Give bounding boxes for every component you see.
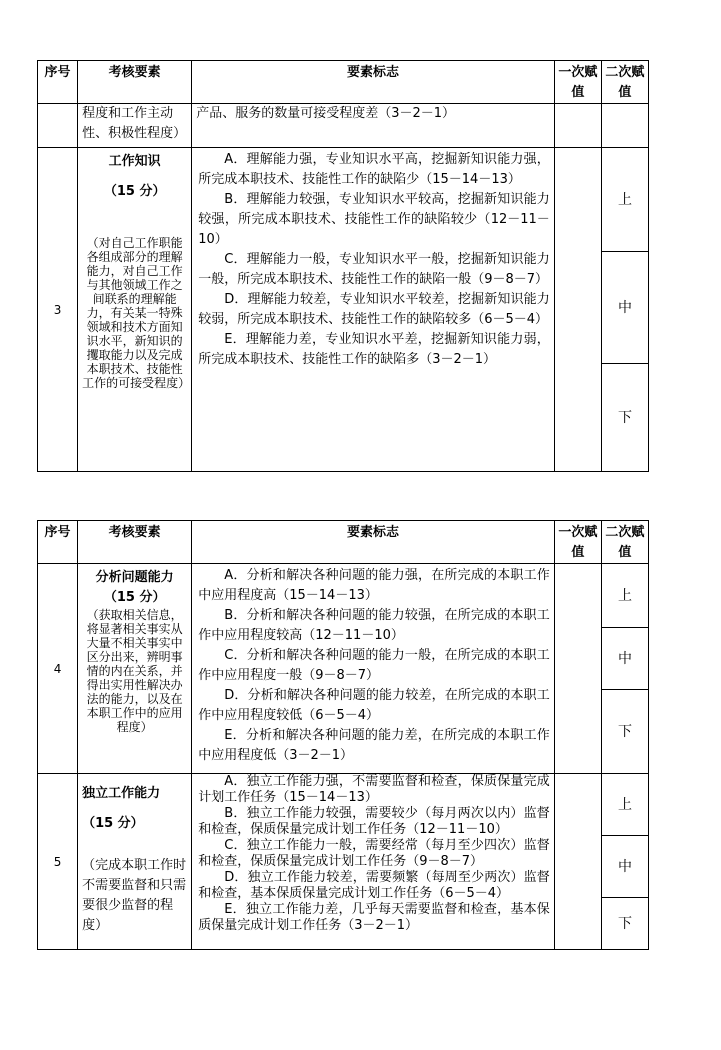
row4-item-a: A．分析和解决各种问题的能力强，在所完成的本职工作中应用程度高（15－14－13） <box>198 568 550 603</box>
row4-item-e: E．分析和解决各种问题的能力差，在所完成的本职工作中应用程度低（3－2－1） <box>198 728 550 763</box>
row4-seq: 4 <box>38 564 78 774</box>
cont-first-value <box>554 104 601 148</box>
header-seq: 序号 <box>38 61 78 104</box>
header-element-2: 考核要素 <box>78 521 192 564</box>
row5-desc: （完成本职工作时不需要监督和只需要很少监督的程度） <box>82 858 187 933</box>
row4-score: （15 分） <box>103 590 166 605</box>
row5-first-value <box>554 774 601 950</box>
row3-grade-lower: 下 <box>601 364 648 472</box>
row4-grade-middle: 中 <box>601 628 648 690</box>
row4-grade-lower: 下 <box>601 690 648 774</box>
header-second-value-2: 二次赋值 <box>601 521 648 564</box>
appraisal-table-2 <box>37 520 649 950</box>
row4-item-d: D．分析和解决各种问题的能力较差，在所完成的本职工作中应用程度较低（6－5－4） <box>198 688 550 723</box>
cont-mark: 产品、服务的数量可接受程度差（3－2－1） <box>192 104 555 148</box>
row4-title: 分析问题能力 <box>95 570 174 585</box>
cont-second-value <box>601 104 648 148</box>
row3-seq: 3 <box>38 148 78 472</box>
header-element: 考核要素 <box>78 61 192 104</box>
row3-item-c: C．理解能力一般，专业知识水平一般，挖掘新知识能力一般，所完成本职技术、技能性工作的缺陷一般（9－8－7） <box>198 252 550 287</box>
cont-seq <box>38 104 78 148</box>
row3-item-d: D．理解能力较差，专业知识水平较差，挖掘新知识能力较弱，所完成本职技术、技能性工作的缺陷较多（6－5－4） <box>198 292 550 327</box>
row4-desc: （获取相关信息，将显著相关事实从大量不相关事实中区分出来，辨明事情的内在关系，并得出实用性解决办法的能力，以及在本职工作中的应用程度） <box>86 608 183 734</box>
row3-score: （15 分） <box>103 184 166 199</box>
row3-element <box>78 148 192 472</box>
row5-title: 独立工作能力 <box>82 786 161 801</box>
row5-score: （15 分） <box>82 816 144 831</box>
header-first-value-2: 一次赋值 <box>554 521 601 564</box>
row5-marks <box>192 774 555 950</box>
cont-element: 程度和工作主动性、积极性程度） <box>78 104 192 148</box>
row4-item-c: C．分析和解决各种问题的能力一般，在所完成的本职工作中应用程度一般（9－8－7） <box>198 648 550 683</box>
appraisal-table-1 <box>37 60 649 472</box>
row5-item-e: E．独立工作能力差，几乎每天需要监督和检查，基本保质保量完成计划工作任务（3－2－1） <box>198 902 550 933</box>
row3-item-e: E．理解能力差，专业知识水平差，挖掘新知识能力弱，所完成本职技术、技能性工作的缺陷多（3－2－1） <box>198 332 550 367</box>
header-marks-2: 要素标志 <box>192 521 555 564</box>
row3-item-b: B．理解能力较强，专业知识水平较高，挖掘新知识能力较强，所完成本职技术、技能性工作的缺陷较少（12－11－10） <box>198 192 550 247</box>
row5-grade-upper: 上 <box>601 774 648 836</box>
row5-item-d: D．独立工作能力较差，需要频繁（每周至少两次）监督和检查，基本保质保量完成计划工作任务（6－5－4） <box>198 870 550 901</box>
row3-grade-upper: 上 <box>601 148 648 252</box>
row3-grade-middle: 中 <box>601 252 648 364</box>
header-seq-2: 序号 <box>38 521 78 564</box>
row5-seq: 5 <box>38 774 78 950</box>
row5-item-a: A．独立工作能力强，不需要监督和检查，保质保量完成计划工作任务（15－14－13） <box>198 774 550 805</box>
row3-title: 工作知识 <box>108 154 161 169</box>
row5-element <box>78 774 192 950</box>
header-first-value: 一次赋值 <box>554 61 601 104</box>
row5-item-c: C．独立工作能力一般，需要经常（每月至少四次）监督和检查，保质保量完成计划工作任务（9－8－7） <box>198 838 550 869</box>
row3-first-value <box>554 148 601 472</box>
row3-marks <box>192 148 555 472</box>
row4-marks <box>192 564 555 774</box>
row3-item-a: A．理解能力强，专业知识水平高，挖掘新知识能力强，所完成本职技术、技能性工作的缺陷少（15－14－13） <box>198 152 550 187</box>
row4-item-b: B．分析和解决各种问题的能力较强，在所完成的本职工作中应用程度较高（12－11－10） <box>198 608 550 643</box>
row4-grade-upper: 上 <box>601 564 648 628</box>
row5-grade-lower: 下 <box>601 898 648 950</box>
header-marks: 要素标志 <box>192 61 555 104</box>
row5-item-b: B．独立工作能力较强，需要较少（每月两次以内）监督和检查，保质保量完成计划工作任务（12－11－10） <box>198 806 550 837</box>
header-second-value: 二次赋值 <box>601 61 648 104</box>
row3-desc: （对自己工作职能各组成部分的理解能力，对自己工作与其他领域工作之间联系的理解能力，有关某一特殊领域和技术方面知识水平，新知识的攫取能力以及完成本职技术、技能性工作的可接受程度） <box>82 236 191 390</box>
row4-element <box>78 564 192 774</box>
row5-grade-middle: 中 <box>601 836 648 898</box>
row4-first-value <box>554 564 601 774</box>
